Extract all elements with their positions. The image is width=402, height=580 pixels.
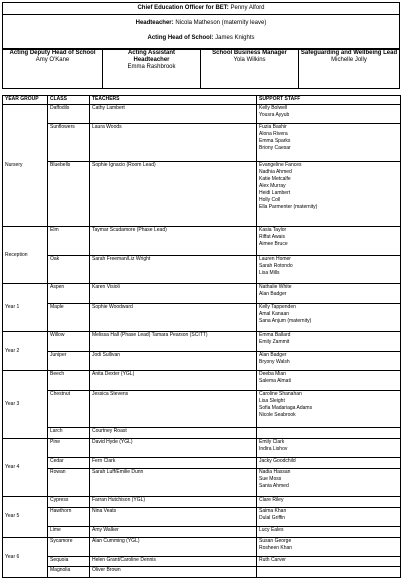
- support-staff-name: Alona Rivera: [259, 131, 288, 138]
- support-staff-name: Amal Kanaan: [259, 310, 290, 317]
- support-staff-name: Sofia Madariaga Adams: [259, 404, 313, 411]
- support-staff-name: Heidi Lambert: [259, 190, 291, 197]
- teachers-cell: Farran Hutchison (YGL): [90, 497, 257, 507]
- support-staff-name: Ella Parmenter (maternity): [259, 204, 318, 211]
- acting-head-line: [3, 35, 399, 42]
- table-row: [3, 537, 401, 556]
- support-staff-name: Kelly Bolwell: [259, 105, 288, 111]
- table-header-row: [3, 96, 401, 105]
- lead-deputy-head: [3, 50, 103, 88]
- support-staff-name: Emma Ballard: [259, 332, 291, 339]
- class-cell: Bluebells: [48, 162, 90, 227]
- support-staff-name: Saima Khan: [259, 507, 287, 514]
- teachers-cell: Sophie Woodward: [90, 303, 257, 332]
- support-staff-name: Lisa Mills: [259, 269, 280, 276]
- support-staff-name: Yousra Ayyub: [259, 112, 290, 118]
- class-cell: Beech: [48, 371, 90, 390]
- table-row: [3, 371, 401, 390]
- class-cell: Aspen: [48, 284, 90, 303]
- support-staff-name: Lauren Homer: [259, 255, 291, 262]
- year-group-cell: Nursery: [3, 105, 48, 227]
- lead-title: Safeguarding and Wellbeing Lead: [300, 50, 398, 56]
- column-header-year-group: YEAR GROUP: [3, 96, 48, 105]
- class-cell: Chestnut: [48, 390, 90, 428]
- support-staff-name: Fuzia Bashir: [259, 124, 287, 131]
- teachers-cell: Taymar Scudamore (Phase Lead): [90, 227, 257, 256]
- headteacher-name: Nicola Matheson (maternity leave): [175, 20, 267, 26]
- teachers-cell: Karen Visioli: [90, 284, 257, 303]
- lead-name: Michelle Jolly: [331, 57, 367, 63]
- support-staff-cell: [257, 438, 401, 457]
- class-cell: Hawthorn: [48, 507, 90, 526]
- support-staff-cell: [257, 390, 401, 428]
- support-staff-name: Lucy Eales: [259, 527, 284, 534]
- support-staff-name: Sana Anjum (maternity): [259, 317, 312, 324]
- table-row: [3, 497, 401, 507]
- class-cell: Oak: [48, 255, 90, 284]
- acting-head-name: James Knights: [215, 35, 255, 41]
- support-staff-name: Alex Murray: [259, 183, 286, 190]
- support-staff-cell: [257, 162, 401, 227]
- leadership-header: [2, 2, 400, 49]
- teachers-cell: Jessica Stevens: [90, 390, 257, 428]
- support-staff-name: Rosheen Khan: [259, 544, 293, 551]
- table-row: [3, 284, 401, 303]
- support-staff-cell: [257, 303, 401, 332]
- teachers-cell: Amy Walker: [90, 527, 257, 537]
- support-staff-cell: [257, 527, 401, 537]
- teachers-cell: Nina Veats: [90, 507, 257, 526]
- teachers-cell: Sophie Ignacio (Room Lead): [90, 162, 257, 227]
- support-staff-name: Deeba Mian: [259, 371, 286, 378]
- year-group-cell: Year 4: [3, 438, 48, 496]
- ceo-name: Penny Alford: [230, 5, 265, 11]
- support-staff-name: Evangeline Fances: [259, 162, 302, 169]
- class-cell: Maple: [48, 303, 90, 332]
- support-staff-name: Emily Clark: [259, 438, 285, 445]
- table-row: [3, 124, 401, 162]
- support-staff-name: Lisa Sleight: [259, 397, 285, 404]
- lead-name: Emma Rashbrook: [127, 64, 176, 70]
- class-cell: Willow: [48, 332, 90, 351]
- table-row: [3, 458, 401, 468]
- year-group-cell: Year 3: [3, 371, 48, 439]
- support-staff-cell: [257, 124, 401, 162]
- table-row: [3, 567, 401, 578]
- staff-table-body: [3, 105, 401, 578]
- table-row: [3, 527, 401, 537]
- support-staff-name: Clare Riley: [259, 497, 284, 504]
- support-staff-cell: [257, 351, 401, 370]
- support-staff-name: Emma Sparks: [259, 138, 291, 145]
- ceo-line: [3, 5, 399, 12]
- teachers-cell: Jodi Sullivan: [90, 351, 257, 370]
- support-staff-cell: [257, 507, 401, 526]
- support-staff-name: Jacky Goodchild: [259, 458, 296, 465]
- lead-safeguarding: [299, 50, 399, 88]
- column-header-class: CLASS: [48, 96, 90, 105]
- support-staff-cell: [257, 458, 401, 468]
- support-staff-name: Kasia Taylor: [259, 227, 287, 234]
- support-staff-cell: [257, 428, 401, 438]
- class-cell: Lime: [48, 527, 90, 537]
- support-staff-name: Sue Moss: [259, 475, 282, 482]
- teachers-cell: Laura Woods: [90, 124, 257, 162]
- support-staff-name: Kelly Tappenden: [259, 303, 296, 310]
- acting-head-label: Acting Head of School:: [147, 35, 214, 41]
- support-staff-cell: [257, 567, 401, 578]
- lead-assistant-head: [103, 50, 201, 88]
- teachers-cell: Sarah Luff/Emilie Dunn: [90, 468, 257, 497]
- support-staff-name: Indira Lishov: [259, 445, 288, 452]
- support-staff-cell: [257, 227, 401, 256]
- support-staff-name: Sania Ahmed: [259, 482, 289, 489]
- class-cell: Larch: [48, 428, 90, 438]
- headteacher-line: [3, 20, 399, 27]
- teachers-cell: David Hyde (YGL): [90, 438, 257, 457]
- support-staff-name: Sarah Rotondo: [259, 262, 293, 269]
- class-cell: Sycamore: [48, 537, 90, 556]
- teachers-cell: Anita Dexter (YGL): [90, 371, 257, 390]
- year-group-cell: Year 6: [3, 537, 48, 577]
- lead-business-manager: [201, 50, 299, 88]
- support-staff-name: Nadia Hassan: [259, 468, 291, 475]
- support-staff-name: Dulal Griffin: [259, 514, 286, 521]
- lead-title: School Business Manager: [212, 50, 287, 56]
- support-staff-name: Susan George: [259, 537, 292, 544]
- support-staff-name: Alan Badger: [259, 291, 287, 298]
- table-row: [3, 255, 401, 284]
- lead-title: Acting Assistant Headteacher: [127, 50, 176, 63]
- teachers-cell: Courtney Roast: [90, 428, 257, 438]
- support-staff-name: Nicole Seabrook: [259, 411, 296, 418]
- table-row: [3, 390, 401, 428]
- support-staff-name: Salema Almati: [259, 378, 291, 385]
- support-staff-name: Emily Zammit: [259, 339, 290, 346]
- table-row: [3, 507, 401, 526]
- table-row: [3, 105, 401, 124]
- class-cell: Daffodils: [48, 105, 90, 124]
- year-group-cell: Year 2: [3, 332, 48, 371]
- table-row: [3, 162, 401, 227]
- support-staff-name: Katie Metcalfe: [259, 176, 291, 183]
- class-cell: Cypress: [48, 497, 90, 507]
- column-header-support-staff: SUPPORT STAFF: [257, 96, 401, 105]
- headteacher-label: Headteacher:: [135, 20, 174, 26]
- staff-table: [2, 95, 401, 578]
- support-staff-cell: [257, 332, 401, 351]
- column-header-teachers: TEACHERS: [90, 96, 257, 105]
- support-staff-name: Aimee Bruce: [259, 241, 288, 248]
- support-staff-name: Holly Coll: [259, 197, 281, 204]
- support-staff-cell: [257, 497, 401, 507]
- support-staff-name: Bryony Walsh: [259, 358, 290, 365]
- support-staff-name: Caroline Shanahan: [259, 390, 302, 397]
- teachers-cell: Oliver Brown: [90, 567, 257, 578]
- class-cell: Sequoia: [48, 557, 90, 567]
- class-cell: Pine: [48, 438, 90, 457]
- lead-name: Amy O'Kane: [35, 57, 70, 63]
- lead-name: Yola Wilkins: [233, 57, 266, 63]
- support-staff-cell: [257, 557, 401, 567]
- table-row: [3, 351, 401, 370]
- leadership-roles: [2, 49, 400, 89]
- teachers-cell: Sarah Freeman/Liz Wright: [90, 255, 257, 284]
- ceo-label: Chief Education Officer for BET:: [137, 5, 229, 11]
- class-cell: Rowan: [48, 468, 90, 497]
- class-cell: Magnolia: [48, 567, 90, 578]
- support-staff-name: Ruth Carver: [259, 557, 286, 564]
- lead-title: Acting Deputy Head of School: [9, 50, 96, 56]
- support-staff-cell: [257, 371, 401, 390]
- support-staff-cell: [257, 284, 401, 303]
- teachers-cell: Helen Grant/Caroline Dennis: [90, 557, 257, 567]
- table-row: [3, 428, 401, 438]
- year-group-cell: Reception: [3, 227, 48, 284]
- support-staff-name: Alan Badger: [259, 351, 287, 358]
- class-cell: Cedar: [48, 458, 90, 468]
- class-cell: Sunflowers: [48, 124, 90, 162]
- table-row: [3, 438, 401, 457]
- class-cell: Juniper: [48, 351, 90, 370]
- support-staff-name: Nathalie White: [259, 284, 292, 291]
- table-row: [3, 557, 401, 567]
- support-staff-cell: [257, 468, 401, 497]
- table-row: [3, 303, 401, 332]
- teachers-cell: Fern Clark: [90, 458, 257, 468]
- year-group-cell: Year 1: [3, 284, 48, 332]
- table-row: [3, 468, 401, 497]
- teachers-cell: Cathy Lambert: [90, 105, 257, 124]
- class-cell: Elm: [48, 227, 90, 256]
- support-staff-cell: [257, 537, 401, 556]
- teachers-cell: Alan Cumming (YGL): [90, 537, 257, 556]
- support-staff-name: Briony Caesar: [259, 145, 291, 152]
- table-row: [3, 227, 401, 256]
- support-staff-cell: [257, 255, 401, 284]
- support-staff-name: Nadhia Ahmed: [259, 169, 292, 176]
- year-group-cell: Year 5: [3, 497, 48, 537]
- teachers-cell: Melissa Hall (Phase Lead) Tamara Pearson (SCITT): [90, 332, 257, 351]
- support-staff-name: Riffat Awais: [259, 234, 285, 241]
- support-staff-cell: [257, 105, 401, 124]
- table-row: [3, 332, 401, 351]
